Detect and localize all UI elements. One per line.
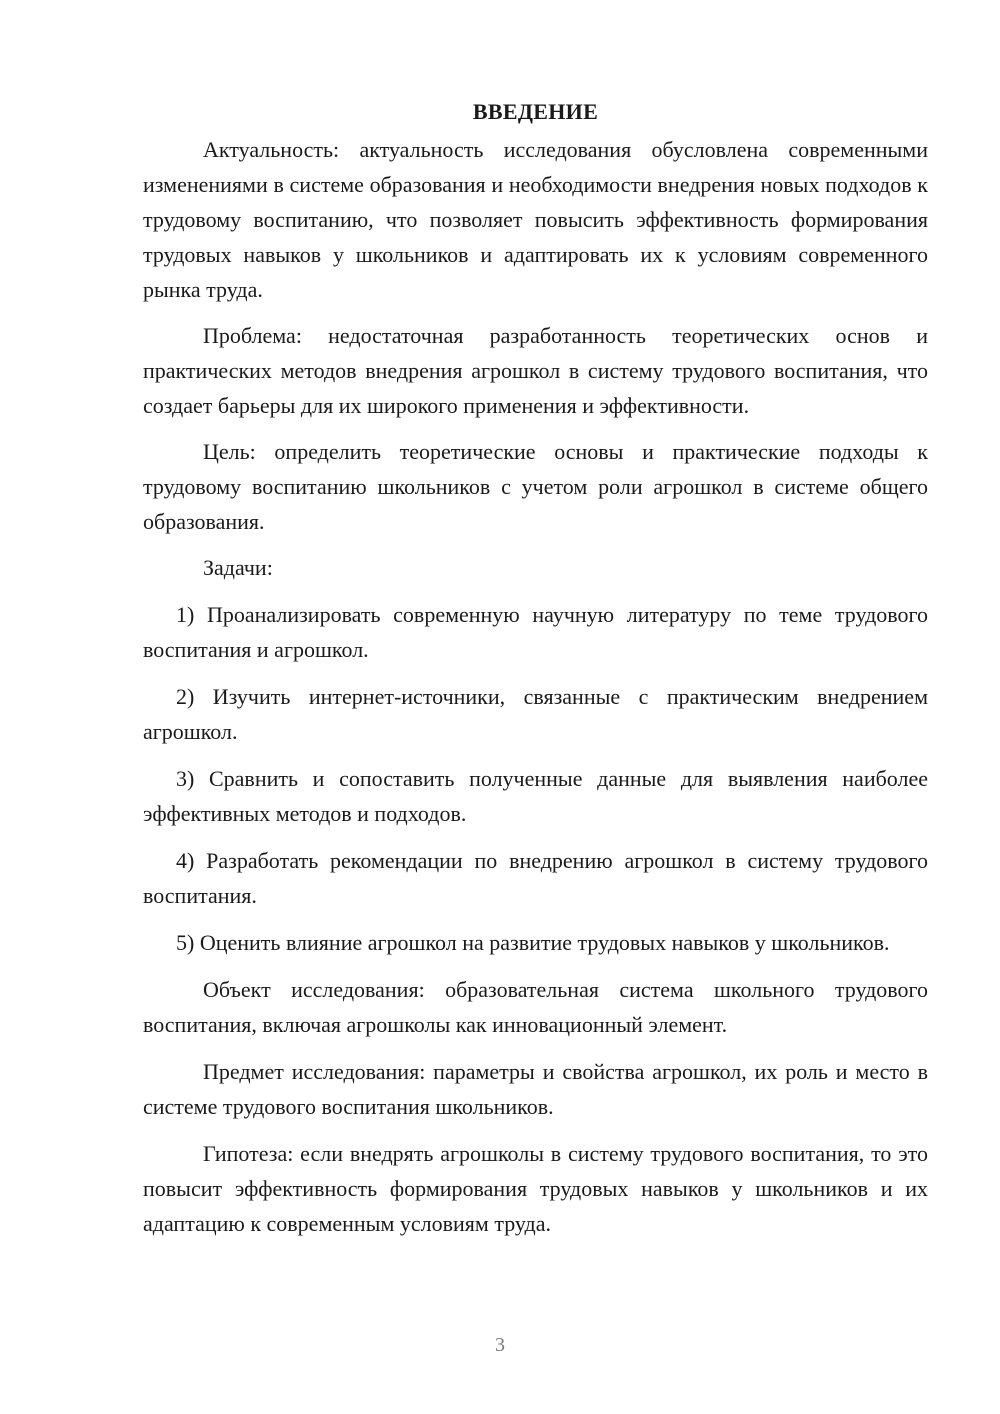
task-item: 4) Разработать рекомендации по внедрению агрошкол в систему трудового воспитания.: [143, 848, 928, 908]
hypothesis-paragraph: Гипотеза: если внедрять агрошколы в систему трудового воспитания, то это повысит эффективность формирования трудовых навыков у школьников и их адаптацию к современным условиям труда.: [143, 1141, 928, 1236]
task-item: 1) Проанализировать современную научную литературу по теме трудового воспитания и агрошкол.: [143, 602, 928, 662]
task-item: 5) Оценить влияние агрошкол на развитие трудовых навыков у школьников.: [176, 930, 890, 955]
page-number: 3: [495, 1334, 505, 1356]
page-title: ВВЕДЕНИЕ: [472, 99, 599, 124]
document-page: [143, 94, 928, 1241]
tasks-heading: Задачи:: [203, 555, 273, 580]
subject-paragraph: Предмет исследования: параметры и свойства агрошкол, их роль и место в системе трудового воспитания школьников.: [143, 1059, 928, 1119]
tasks-list: [143, 597, 928, 960]
goal-paragraph: Цель: определить теоретические основы и практические подходы к трудовому воспитанию школьников с учетом роли агрошкол в системе общего образования.: [143, 439, 928, 534]
task-item: 2) Изучить интернет-источники, связанные с практическим внедрением агрошкол.: [143, 684, 928, 744]
problem-paragraph: Проблема: недостаточная разработанность теоретических основ и практических методов внедрения агрошкол в систему трудового воспитания, что создает барьеры для их широкого применения и эффективности.: [143, 323, 928, 418]
object-paragraph: Объект исследования: образовательная система школьного трудового воспитания, включая агрошколы как инновационный элемент.: [143, 977, 928, 1037]
task-item: 3) Сравнить и сопоставить полученные данные для выявления наиболее эффективных методов и подходов.: [143, 766, 928, 826]
relevance-paragraph: Актуальность: актуальность исследования обусловлена современными изменениями в системе образования и необходимости внедрения новых подходов к трудовому воспитанию, что позволяет повысить эффективность формирования трудовых навыков у школьников и адаптировать их к условиям современного рынка труда.: [143, 137, 928, 302]
